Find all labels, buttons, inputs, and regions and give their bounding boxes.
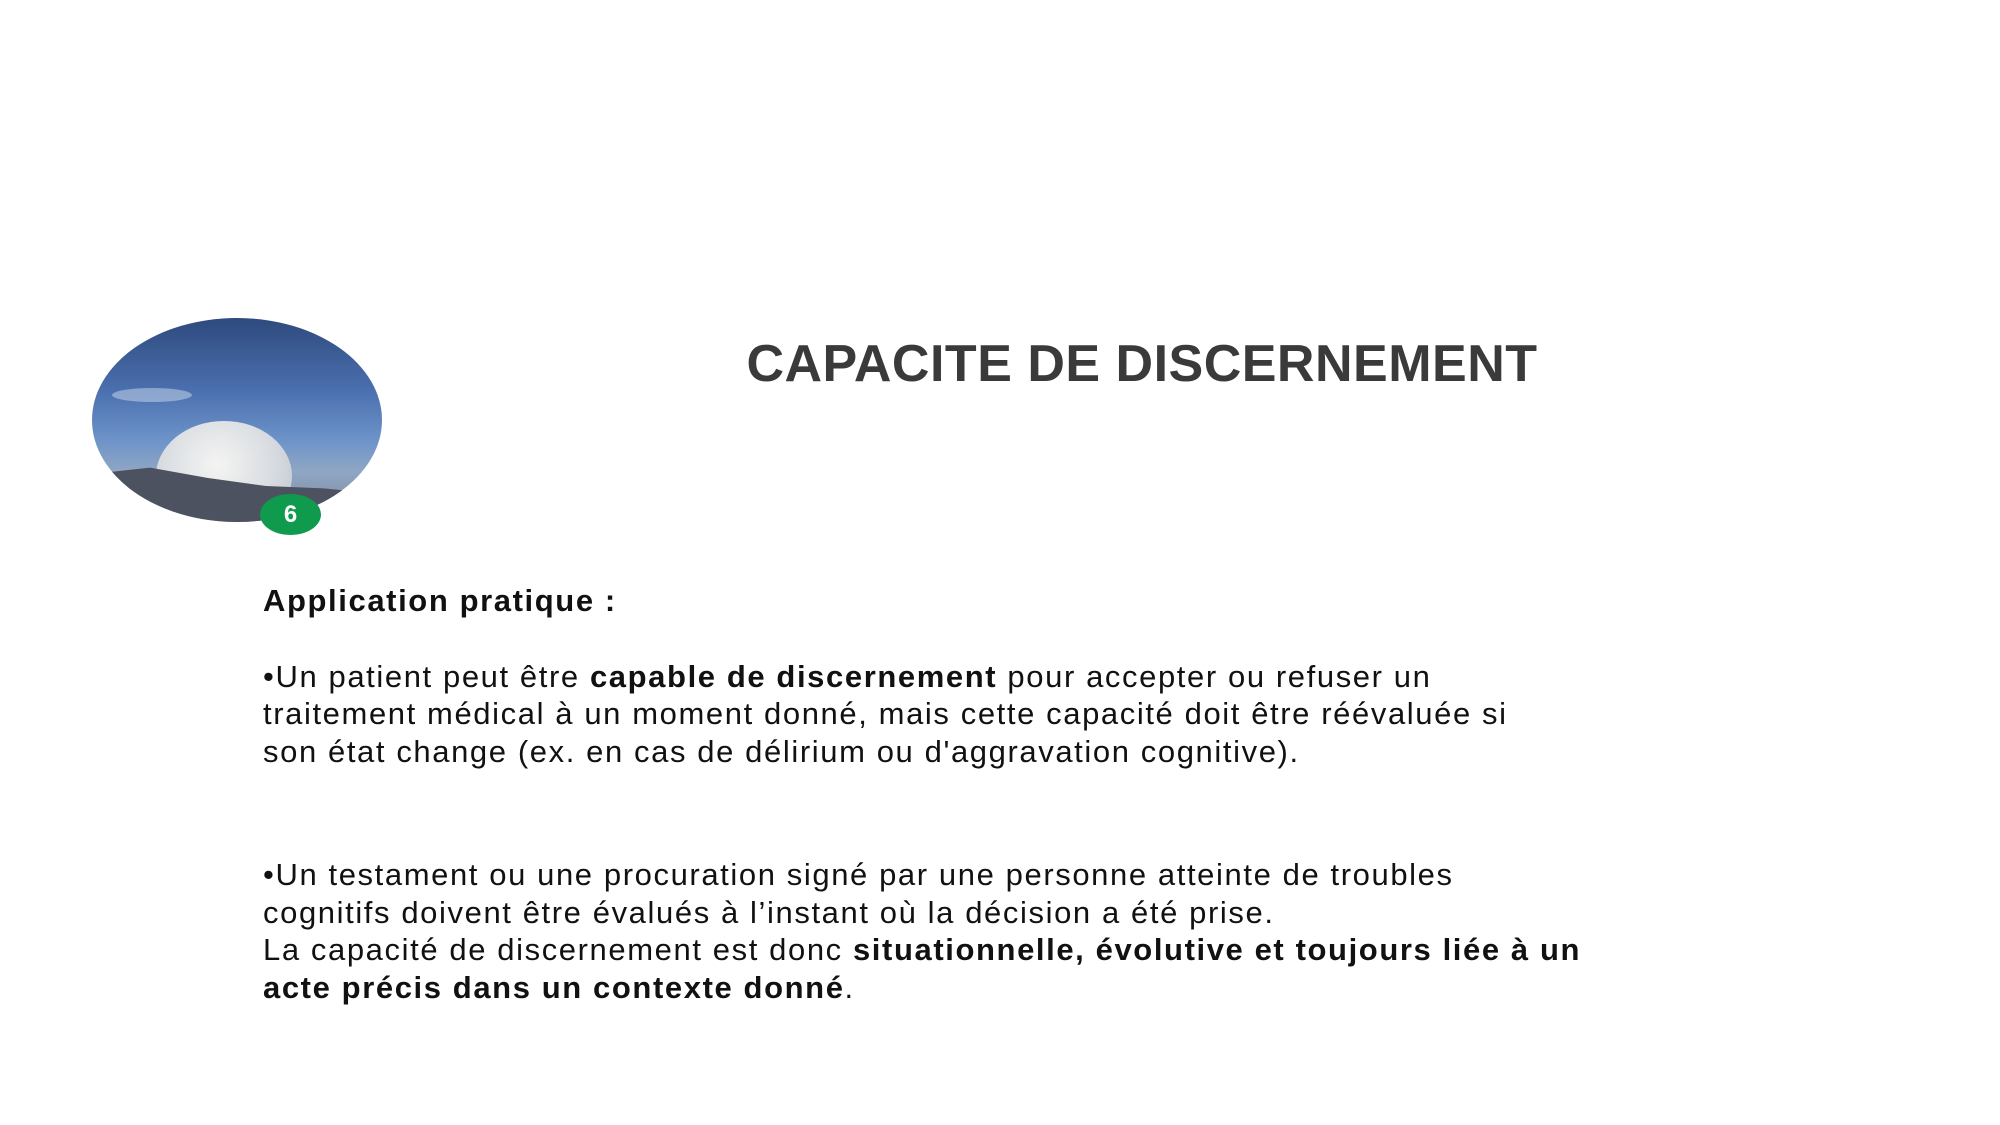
text-line bbox=[263, 658, 1581, 696]
text: •Un patient peut être bbox=[263, 658, 590, 694]
text-line: cognitifs doivent être évalués à l’instant où la décision a été prise. bbox=[263, 894, 1275, 930]
slide-number-badge: 6 bbox=[260, 494, 321, 535]
text-line bbox=[263, 931, 1581, 969]
text: pour accepter ou refuser un bbox=[997, 658, 1432, 694]
bold-text: situationnelle, évolutive et toujours liée à un bbox=[852, 932, 1582, 967]
text-line bbox=[263, 969, 1581, 1007]
bold-text: acte précis dans un contexte donné bbox=[263, 969, 845, 1005]
paragraph-2 bbox=[263, 856, 1581, 1006]
text-line: traitement médical à un moment donné, mais cette capacité doit être réévaluée si bbox=[263, 696, 1508, 731]
text: . bbox=[844, 969, 855, 1005]
text-line: son état change (ex. en cas de délirium ou d'aggravation cognitive). bbox=[263, 733, 1300, 769]
slide-title: CAPACITE DE DISCERNEMENT bbox=[746, 335, 1538, 393]
text-line: •Un testament ou une procuration signé par une personne atteinte de troubles bbox=[263, 857, 1454, 892]
section-heading: Application pratique : bbox=[263, 583, 617, 618]
paragraph-1 bbox=[263, 658, 1581, 771]
text: La capacité de discernement est donc bbox=[263, 932, 853, 967]
bold-text: capable de discernement bbox=[589, 658, 998, 694]
slide-body bbox=[263, 582, 1581, 1006]
